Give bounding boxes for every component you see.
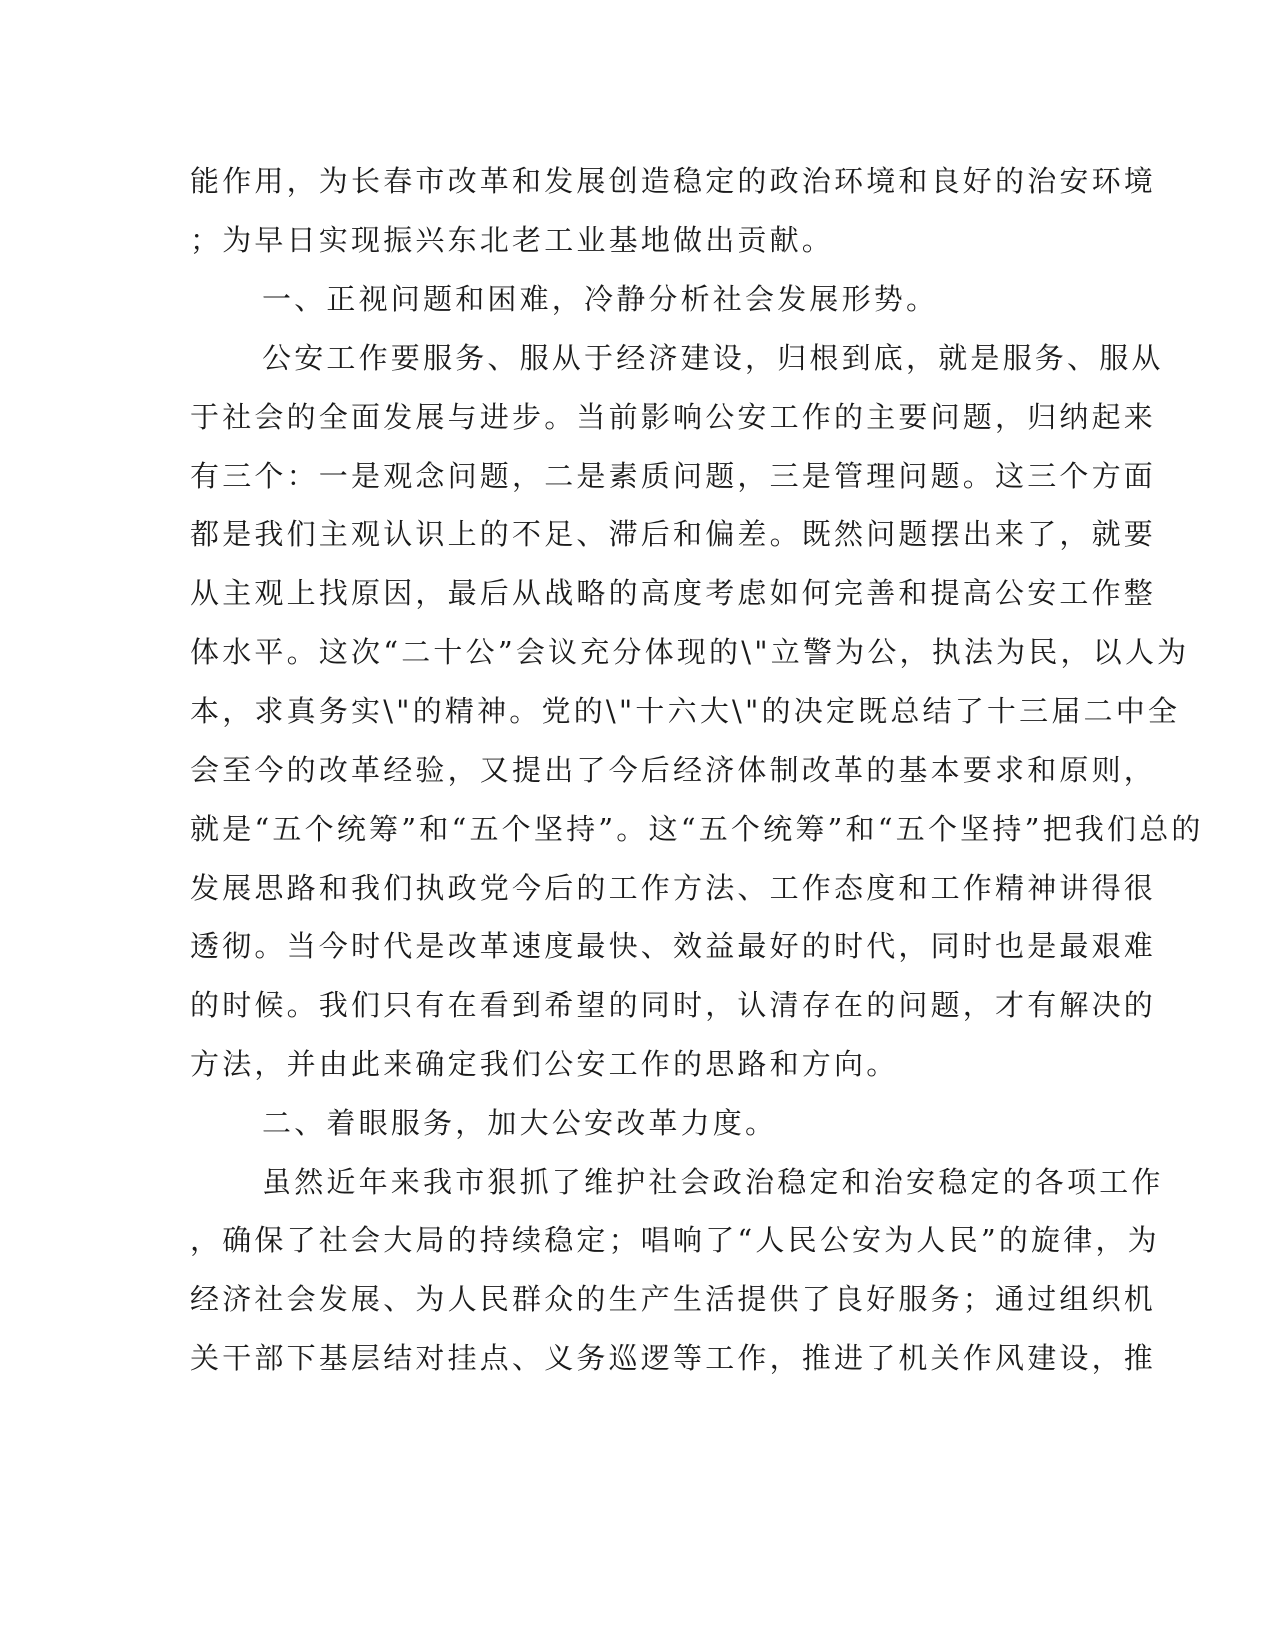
text-line: ；为早日实现振兴东北老工业基地做出贡献。 bbox=[190, 223, 835, 257]
text-line: 发展思路和我们执政党今后的工作方法、工作态度和工作精神讲得很 bbox=[190, 871, 1157, 905]
text-line: 公安工作要服务、服从于经济建设，归根到底，就是服务、服从 bbox=[262, 341, 1164, 375]
text-line: 就是“五个统筹”和“五个坚持”。这“五个统筹”和“五个坚持”把我们总的 bbox=[190, 812, 1204, 846]
text-line: 会至今的改革经验，又提出了今后经济体制改革的基本要求和原则， bbox=[190, 753, 1157, 787]
text-line: 都是我们主观认识上的不足、滞后和偏差。既然问题摆出来了，就要 bbox=[190, 517, 1157, 551]
text-line: 的时候。我们只有在看到希望的同时，认清存在的问题，才有解决的 bbox=[190, 988, 1157, 1022]
text-line: 关干部下基层结对挂点、义务巡逻等工作，推进了机关作风建设，推 bbox=[190, 1341, 1157, 1375]
text-line: 从主观上找原因，最后从战略的高度考虑如何完善和提高公安工作整 bbox=[190, 576, 1157, 610]
text-line: 经济社会发展、为人民群众的生产生活提供了良好服务；通过组织机 bbox=[190, 1282, 1157, 1316]
text-line: 有三个：一是观念问题，二是素质问题，三是管理问题。这三个方面 bbox=[190, 459, 1157, 493]
text-line: 于社会的全面发展与进步。当前影响公安工作的主要问题，归纳起来 bbox=[190, 400, 1157, 434]
text-line: 方法，并由此来确定我们公安工作的思路和方向。 bbox=[190, 1047, 899, 1081]
text-line: 本，求真务实\"的精神。党的\"十六大\"的决定既总结了十三届二中全 bbox=[190, 694, 1181, 728]
text-line: 虽然近年来我市狠抓了维护社会政治稳定和治安稳定的各项工作 bbox=[262, 1165, 1164, 1199]
text-line: ，确保了社会大局的持续稳定；唱响了“人民公安为人民”的旋律，为 bbox=[190, 1223, 1160, 1257]
text-line: 体水平。这次“二十公”会议充分体现的\"立警为公，执法为民，以人为 bbox=[190, 635, 1190, 669]
text-line: 能作用，为长春市改革和发展创造稳定的政治环境和良好的治安环境 bbox=[190, 164, 1157, 198]
section-heading: 一、正视问题和困难，冷静分析社会发展形势。 bbox=[262, 282, 939, 316]
section-heading: 二、着眼服务，加大公安改革力度。 bbox=[262, 1106, 778, 1140]
text-line: 透彻。当今时代是改革速度最快、效益最好的时代，同时也是最艰难 bbox=[190, 929, 1157, 963]
